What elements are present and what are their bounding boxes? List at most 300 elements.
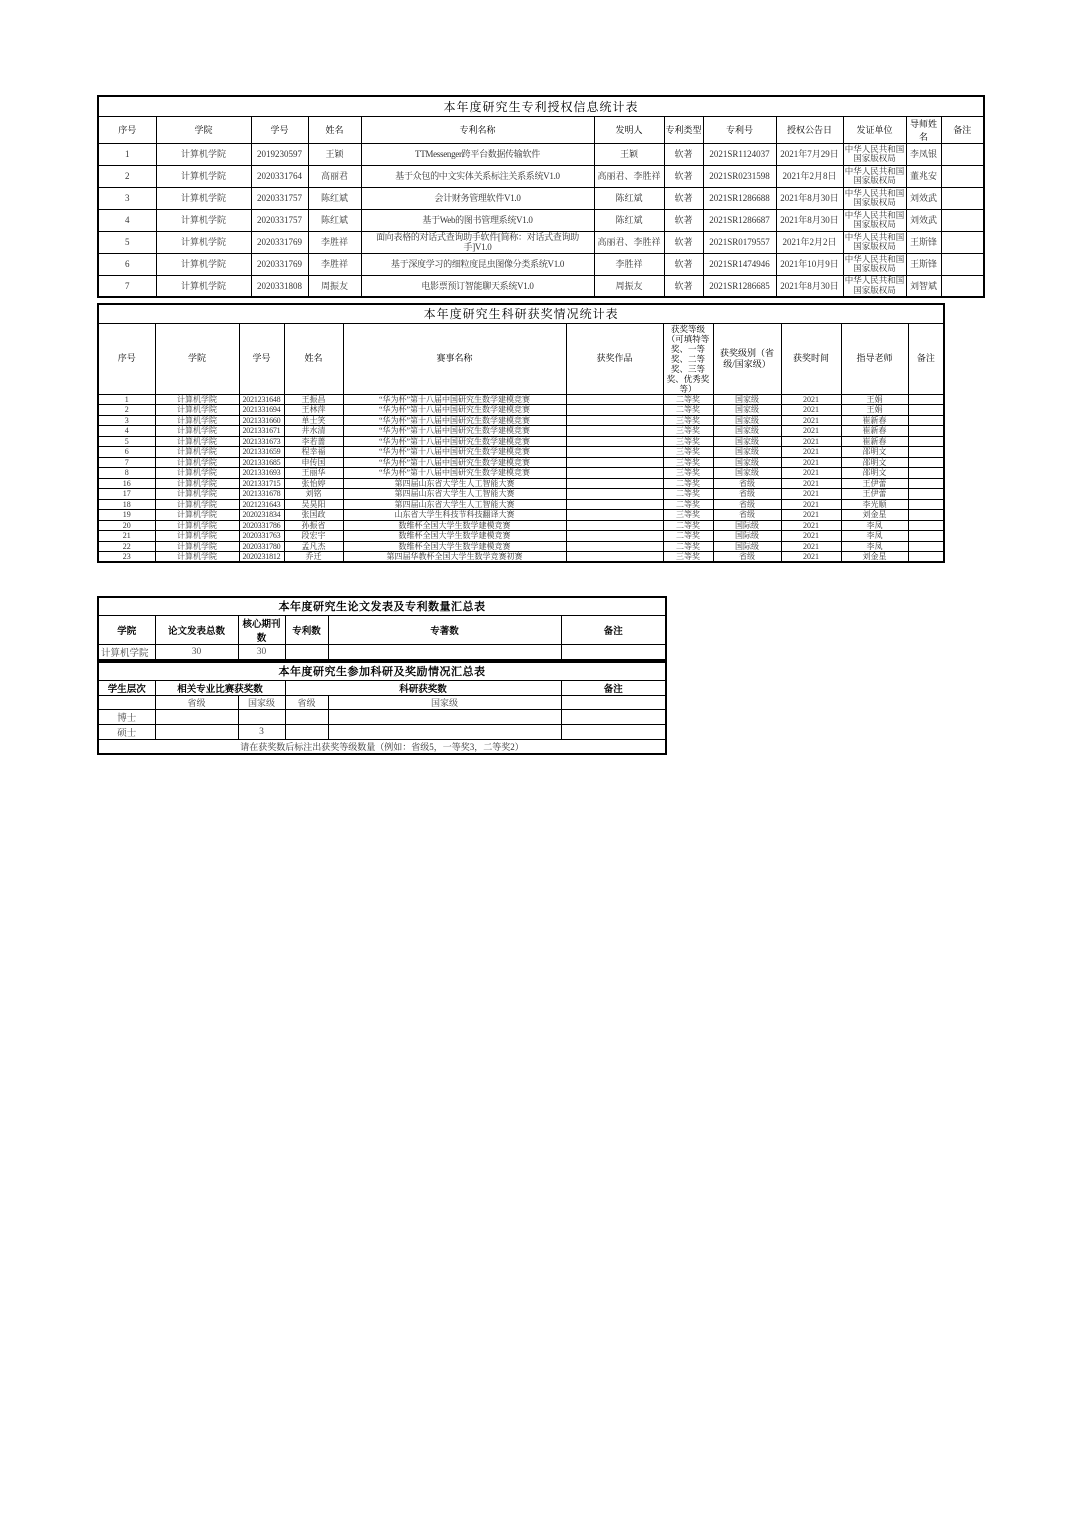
cell: “华为杯”第十八届中国研究生数学建模竞赛 [343,436,566,447]
cell: 张怡婷 [284,478,343,489]
cell: 2021 [781,499,841,510]
cell: 乔迁 [284,552,343,563]
table-row [98,436,944,447]
cell: 2020331769 [251,231,308,253]
table-row [98,143,984,165]
cell: 国家级 [713,426,781,437]
cell: 李凤 [841,531,908,542]
header-cell: 发明人 [594,116,664,143]
cell: 2020231834 [239,510,284,521]
cell: 2021 [781,468,841,479]
cell: “华为杯”第十八届中国研究生数学建模竞赛 [343,468,566,479]
cell: 2021SR1286685 [703,275,776,297]
cell: 中华人民共和国国家版权局 [844,143,905,163]
header-cell: 专利数 [285,615,328,644]
cell [941,275,984,297]
table-row [98,468,944,479]
cell [566,447,663,458]
cell [566,552,663,563]
header-cell: 专著数 [328,615,561,644]
cell [908,489,944,500]
cell: 30 [155,644,238,660]
cell: 李胜祥 [594,253,664,275]
cell: 中华人民共和国国家版权局 [844,253,905,273]
cell: 基于深度学习的细粒度昆虫图像分类系统V1.0 [361,253,594,275]
cell: 计算机学院 [156,275,251,297]
cell: 崔新春 [841,436,908,447]
cell: 三等奖 [663,457,713,468]
cell: 计算机学院 [156,231,251,253]
cell: 计算机学院 [155,426,239,437]
cell: 第四届山东省大学生人工智能大赛 [343,478,566,489]
cell: 2020331769 [251,253,308,275]
cell: 二等奖 [663,405,713,416]
cell: 王娟 [841,405,908,416]
cell: 计算机学院 [155,531,239,542]
cell: 刘效武 [906,209,941,231]
cell: 4 [98,209,156,231]
cell [566,468,663,479]
header-cell: 相关专业比赛获奖数 [155,680,285,695]
cell: 国家级 [713,405,781,416]
table-row [98,275,984,297]
cell: 计算机学院 [155,457,239,468]
cell: 软著 [664,143,703,165]
cell [566,436,663,447]
cell: 21 [98,531,155,542]
header-cell: 赛事名称 [343,323,566,394]
cell: 计算机学院 [155,520,239,531]
cell: 30 [238,644,285,660]
header-cell: 学号 [251,116,308,143]
paper-patent-summary-table [97,596,667,661]
cell: 软著 [664,187,703,209]
cell: 2021年7月29日 [776,143,843,165]
cell [155,724,238,739]
cell: 2020331780 [239,541,284,552]
cell: 国家级 [713,394,781,405]
table-row [98,415,944,426]
table-row [98,552,944,563]
cell: 计算机学院 [156,187,251,209]
cell: 第四届山东省大学生人工智能大赛 [343,489,566,500]
cell: 会计财务管理软件V1.0 [361,187,594,209]
cell: 计算机学院 [155,489,239,500]
cell [285,644,328,660]
cell: 李若蔷 [284,436,343,447]
cell: 2021331715 [239,478,284,489]
cell: 2 [98,405,155,416]
cell: 王斯锋 [906,231,941,253]
cell: 王伊蕾 [841,489,908,500]
cell: 2021 [781,436,841,447]
cell: 李光顺 [841,499,908,510]
cell: 计算机学院 [155,394,239,405]
cell: 博士 [98,709,155,724]
cell: 2021 [781,415,841,426]
header-cell: 备注 [941,116,984,143]
cell [566,489,663,500]
cell: “华为杯”第十八届中国研究生数学建模竞赛 [343,394,566,405]
table-row [98,478,944,489]
cell: 2020331757 [251,187,308,209]
cell: 董兆安 [906,165,941,187]
cell: 2021 [781,447,841,458]
cell: 省级 [155,695,238,709]
header-cell: 核心期刊数 [238,615,285,644]
cell: 23 [98,552,155,563]
cell: 王娟 [841,394,908,405]
cell: 中华人民共和国国家版权局 [844,187,905,207]
table-row [98,426,944,437]
cell: 邵明文 [841,468,908,479]
cell: 孙振省 [284,520,343,531]
cell: 2021 [781,520,841,531]
cell: 邵明文 [841,457,908,468]
cell: 1 [98,143,156,165]
cell: 陈红斌 [594,209,664,231]
cell: 王斯锋 [906,253,941,275]
cell: 计算机学院 [156,165,251,187]
cell: 王颖 [308,143,361,165]
header-row [98,680,666,695]
award-table-title: 本年度研究生科研获奖情况统计表 [98,304,944,323]
cell: 2021 [781,478,841,489]
cell: 高丽君、李胜祥 [594,165,664,187]
header-row [98,615,666,644]
cell: “华为杯”第十八届中国研究生数学建模竞赛 [343,415,566,426]
header-cell: 备注 [908,323,944,394]
cell: 2021 [781,426,841,437]
cell: 2021331673 [239,436,284,447]
cell: 2021SR1286688 [703,187,776,209]
cell: 2020331764 [251,165,308,187]
subheader-row [98,695,666,709]
cell: 二等奖 [663,541,713,552]
table-row [98,405,944,416]
table-row [98,231,984,253]
header-cell: 序号 [98,116,156,143]
cell [566,394,663,405]
cell: 4 [98,426,155,437]
header-cell: 科研获奖数 [285,680,561,695]
cell: 2021SR1286687 [703,209,776,231]
cell: 2021331685 [239,457,284,468]
cell: 国际级 [713,531,781,542]
cell [566,405,663,416]
cell: “华为杯”第十八届中国研究生数学建模竞赛 [343,426,566,437]
table-title-row [98,662,666,680]
cell: 基于Web的图书管理系统V1.0 [361,209,594,231]
header-cell: 导师姓名 [906,116,941,143]
cell: 三等奖 [663,436,713,447]
table-row [98,489,944,500]
cell: 6 [98,253,156,275]
cell: 刘金星 [841,510,908,521]
header-cell: 姓名 [284,323,343,394]
cell: “华为杯”第十八届中国研究生数学建模竞赛 [343,457,566,468]
cell [566,541,663,552]
cell: 申传国 [284,457,343,468]
cell [328,644,561,660]
cell [566,415,663,426]
cell: 二等奖 [663,478,713,489]
cell: 计算机学院 [155,447,239,458]
cell: 三等奖 [663,552,713,563]
cell: 二等奖 [663,499,713,510]
cell: 三等奖 [663,426,713,437]
cell [908,541,944,552]
cell: 8 [98,468,155,479]
header-cell: 专利类型 [664,116,703,143]
cell: 2021SR1474946 [703,253,776,275]
cell: 面向表格的对话式查询助手软件[简称：对话式查询助手]V1.0 [361,231,594,253]
table-row [98,709,666,724]
cell: 国家级 [328,695,561,709]
cell: 三等奖 [663,447,713,458]
table-row [98,510,944,521]
cell: 省级 [713,489,781,500]
cell: 中华人民共和国国家版权局 [843,275,906,297]
cell: 2021331678 [239,489,284,500]
cell: 陈红斌 [308,209,361,231]
cell [908,499,944,510]
header-cell: 获奖级别（省级/国家级） [713,323,781,394]
table-row [98,165,984,187]
header-cell: 备注 [561,680,666,695]
header-cell: 获奖时间 [781,323,841,394]
cell: 数维杯全国大学生数学建模竞赛 [343,541,566,552]
cell: 2021 [781,510,841,521]
cell: 2021331694 [239,405,284,416]
table-row [98,644,666,660]
cell: TTMessenger跨平台数据传输软件 [361,143,594,165]
cell: 王颖 [594,143,664,165]
header-cell: 学生层次 [98,680,155,695]
cell [561,695,666,709]
cell: 17 [98,489,155,500]
cell [566,531,663,542]
cell: 王伊蕾 [841,478,908,489]
cell: 二等奖 [663,531,713,542]
cell [908,405,944,416]
cell: 2021 [781,405,841,416]
cell: 陈红斌 [308,187,361,209]
cell: 基于众包的中文实体关系标注关系系统V1.0 [361,165,594,187]
cell: 2019230597 [251,143,308,165]
header-cell: 论文发表总数 [155,615,238,644]
cell [908,457,944,468]
cell: 段宏宇 [284,531,343,542]
table-title-row [98,96,984,116]
cell: 刘效武 [906,187,941,209]
header-cell: 学号 [239,323,284,394]
header-cell: 备注 [561,615,666,644]
table-row [98,187,984,209]
cell: 李胜祥 [308,231,361,253]
cell: 2020331757 [251,209,308,231]
cell: 3 [98,187,156,209]
cell: 2021年8月30日 [776,187,843,209]
cell [238,709,285,724]
cell: “华为杯”第十八届中国研究生数学建模竞赛 [343,447,566,458]
cell: 单士笑 [284,415,343,426]
cell: 陈红斌 [594,187,664,209]
cell: 周振友 [594,275,664,297]
cell: 高丽君、李胜祥 [594,231,664,253]
cell [908,447,944,458]
cell: 2021年2月8日 [776,165,843,187]
note-row [98,739,666,754]
cell: 2020331808 [251,275,308,297]
cell: 2021年8月30日 [776,209,843,231]
cell: 电影票预订智能聊天系统V1.0 [361,275,594,297]
cell: 第四届华教杯全国大学生数学竞赛初赛 [343,552,566,563]
table-row [98,253,984,275]
cell: 2021 [781,531,841,542]
table-title-row [98,304,944,323]
cell: 中华人民共和国国家版权局 [844,209,905,229]
cell [908,520,944,531]
cell: 刘铭 [284,489,343,500]
cell: 计算机学院 [155,415,239,426]
patent-table-title: 本年度研究生专利授权信息统计表 [98,96,984,116]
cell: 软著 [664,253,703,275]
cell: 2021331660 [239,415,284,426]
cell: 井水清 [284,426,343,437]
cell: 国家级 [713,457,781,468]
cell: 7 [98,275,156,297]
cell [566,478,663,489]
participation-summary-table [97,661,667,755]
header-cell: 专利号 [703,116,776,143]
cell: 三等奖 [663,510,713,521]
cell [908,415,944,426]
cell: “华为杯”第十八届中国研究生数学建模竞赛 [343,405,566,416]
cell: 2021年8月30日 [776,275,843,297]
cell: 7 [98,457,155,468]
cell: 刘金星 [841,552,908,563]
cell: 软著 [664,231,703,253]
cell: 22 [98,541,155,552]
cell [908,468,944,479]
cell: 吴昊阳 [284,499,343,510]
cell: 高丽君 [308,165,361,187]
cell: 2021 [781,552,841,563]
cell: 2021SR0231598 [703,165,776,187]
cell: 2021331693 [239,468,284,479]
cell [561,724,666,739]
cell: 省级 [285,695,328,709]
cell [941,231,984,253]
table-row [98,724,666,739]
cell: 省级 [713,499,781,510]
header-cell: 姓名 [308,116,361,143]
cell [908,531,944,542]
cell: 2021231648 [239,394,284,405]
cell: 2021331659 [239,447,284,458]
cell: 省级 [713,510,781,521]
cell [98,695,155,709]
cell: 张国政 [284,510,343,521]
cell: 二等奖 [663,489,713,500]
cell: 中华人民共和国国家版权局 [844,231,905,251]
cell [908,436,944,447]
cell [561,644,666,660]
paper-table-title: 本年度研究生论文发表及专利数量汇总表 [98,597,666,615]
cell: 5 [98,436,155,447]
cell [566,426,663,437]
cell: 计算机学院 [156,209,251,231]
cell [908,478,944,489]
header-cell: 序号 [98,323,155,394]
cell: 国家级 [713,468,781,479]
cell: 崔新春 [841,415,908,426]
cell: 计算机学院 [155,552,239,563]
cell: 数维杯全国大学生数学建模竞赛 [343,520,566,531]
cell [908,510,944,521]
table-title-row [98,597,666,615]
cell [285,709,328,724]
cell: 2021年2月2日 [776,231,843,253]
cell [155,709,238,724]
cell: 2020331763 [239,531,284,542]
cell [941,165,984,187]
cell: 二等奖 [663,520,713,531]
cell: 山东省大学生科技节科技翻译大赛 [343,510,566,521]
header-cell: 发证单位 [843,116,906,143]
cell: 18 [98,499,155,510]
cell: 李胜祥 [308,253,361,275]
cell: 2021 [781,457,841,468]
cell: 国家级 [713,447,781,458]
cell: 周振友 [308,275,361,297]
cell: 计算机学院 [155,510,239,521]
cell [566,510,663,521]
header-cell: 指导老师 [841,323,908,394]
cell: 3 [98,415,155,426]
cell [908,394,944,405]
header-row [98,323,944,394]
cell: 程幸福 [284,447,343,458]
cell: 第四届山东省大学生人工智能大赛 [343,499,566,510]
cell: 三等奖 [663,468,713,479]
table-row [98,209,984,231]
cell [941,253,984,275]
cell [328,724,561,739]
cell: 省级 [713,478,781,489]
cell: 李凤 [841,541,908,552]
cell [566,520,663,531]
table-row [98,499,944,510]
cell: 孟凡杰 [284,541,343,552]
header-cell: 学院 [156,116,251,143]
header-cell: 学院 [155,323,239,394]
cell: 16 [98,478,155,489]
cell: 三等奖 [663,415,713,426]
table-row [98,457,944,468]
cell [941,143,984,165]
cell: 数维杯全国大学生数学建模竞赛 [343,531,566,542]
cell: 计算机学院 [155,499,239,510]
header-cell: 获奖等级（可填特等奖、一等奖、二等奖、三等奖、优秀奖等） [663,323,713,394]
cell [328,709,561,724]
cell: 2021SR0179557 [703,231,776,253]
cell: 2020331786 [239,520,284,531]
table-row [98,447,944,458]
header-cell: 授权公告日 [776,116,843,143]
header-cell: 专利名称 [361,116,594,143]
